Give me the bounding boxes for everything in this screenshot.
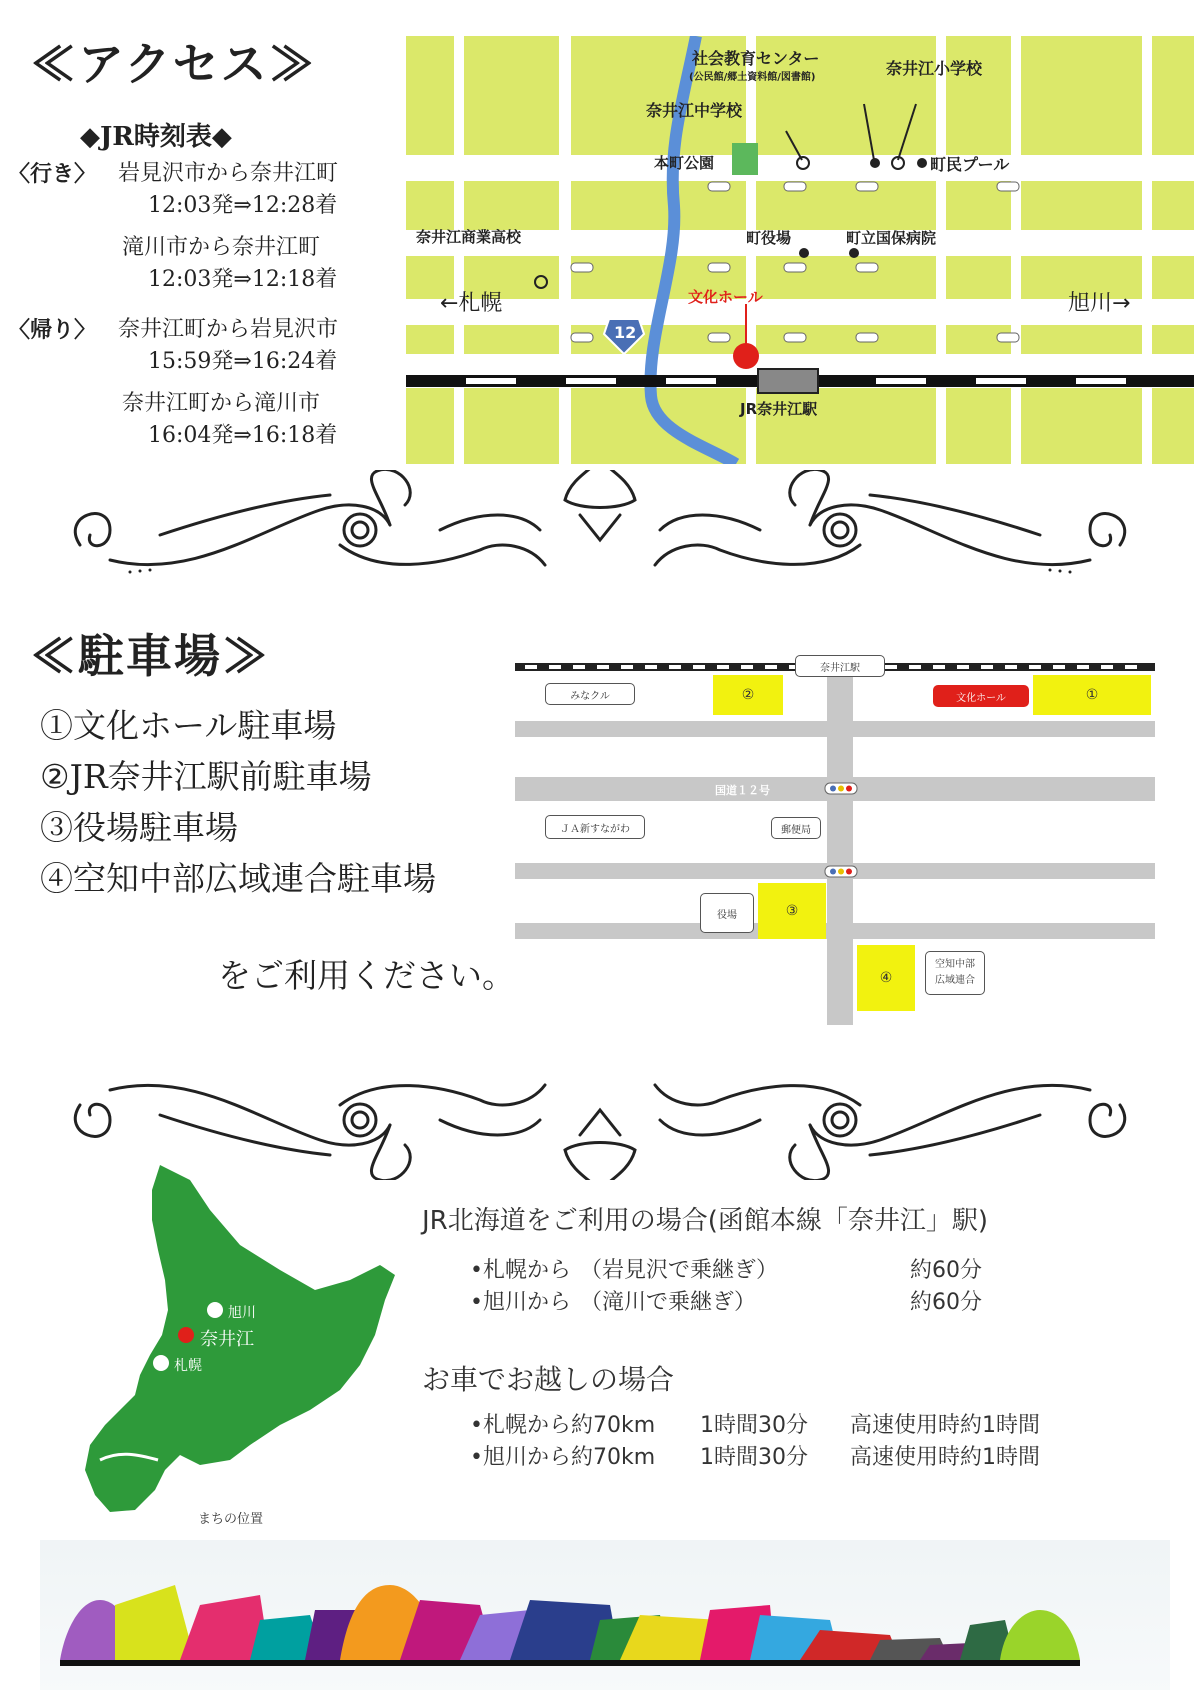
pmap-sorachi-line2: 広域連合	[935, 975, 975, 986]
pmap-culture-hall: 文化ホール	[933, 685, 1029, 707]
parking-map	[515, 655, 1155, 1025]
car-row-2-time: 1時間30分	[700, 1445, 808, 1470]
label-station: JR奈井江駅	[740, 400, 818, 418]
pmap-station: 奈井江駅	[795, 655, 885, 677]
return-route-2: 奈井江町から滝川市	[122, 391, 321, 416]
car-rows	[470, 1410, 1110, 1474]
car-row-1-from: •札幌から約70km	[470, 1413, 656, 1438]
pmap-sorachi-line1: 空知中部	[935, 959, 975, 970]
parking-spot-2: ②	[713, 675, 783, 715]
label-pool: 町民プール	[930, 155, 1010, 174]
pmap-post-office: 郵便局	[771, 817, 821, 839]
parking-item-4: ④空知中部広域連合駐車場	[40, 859, 436, 898]
train-row-2-via: （滝川で乗継ぎ）	[580, 1290, 757, 1315]
parking-item-3: ③役場駐車場	[40, 808, 238, 847]
parking-item-2: ②JR奈井江駅前駐車場	[40, 757, 372, 796]
parking-spot-3: ③	[758, 883, 826, 939]
ornament-divider-1	[60, 470, 1140, 600]
pmap-ja: ＪＡ新すながわ	[545, 815, 645, 839]
parking-spot-1: ①	[1033, 675, 1151, 715]
access-heading: ≪アクセス≫	[30, 37, 317, 91]
return-route-1: 奈井江町から岩見沢市	[118, 317, 339, 342]
outbound-time-1: 12:03発⇒12:28着	[148, 193, 338, 218]
parking-spot-4: ④	[857, 945, 915, 1011]
route-12-shield: 12	[614, 323, 637, 342]
pmap-minakuru: みなクル	[545, 683, 635, 705]
car-row-2-from: •旭川から約70km	[470, 1445, 656, 1470]
parking-list	[40, 700, 436, 904]
hk-label-naie: 奈井江	[200, 1329, 254, 1350]
car-title: お車でお越しの場合	[422, 1363, 675, 1396]
label-hospital: 町立国保病院	[846, 229, 937, 247]
timetable	[8, 158, 368, 452]
parking-heading: ≪駐車場≫	[30, 629, 270, 683]
train-row-2-from: •旭川から	[470, 1290, 571, 1315]
parking-closing: をご利用ください。	[218, 956, 515, 995]
train-row-1-time: 約60分	[910, 1258, 982, 1283]
area-map	[406, 36, 1194, 464]
label-elementary: 奈井江小学校	[886, 59, 983, 78]
label-junior-high: 奈井江中学校	[646, 101, 743, 120]
train-rows	[470, 1255, 1030, 1319]
outbound-route-1: 岩見沢市から奈井江町	[118, 161, 339, 186]
car-row-1	[470, 1410, 1110, 1442]
return-time-1: 15:59発⇒16:24着	[148, 349, 338, 374]
train-row-1-from: •札幌から	[470, 1258, 571, 1283]
car-row-2	[470, 1442, 1110, 1474]
hk-label-sapporo: 札幌	[174, 1358, 202, 1374]
pmap-sorachi	[925, 951, 985, 995]
train-row-1-via: （岩見沢で乗継ぎ）	[580, 1258, 779, 1283]
car-row-2-express: 高速使用時約1時間	[850, 1445, 1040, 1470]
train-row-1	[470, 1255, 1030, 1287]
label-social-center: 社会教育センター	[692, 49, 820, 68]
hk-label-asahikawa: 旭川	[228, 1305, 256, 1321]
hokkaido-map	[40, 1160, 420, 1520]
map-caption: まちの位置	[198, 1512, 264, 1527]
train-title: JR北海道をご利用の場合(函館本線「奈井江」駅)	[422, 1206, 989, 1236]
return-time-2: 16:04発⇒16:18着	[148, 423, 338, 448]
label-to-asahikawa: 旭川→	[1068, 291, 1131, 316]
return-label: 〈帰り〉	[8, 317, 97, 343]
label-park: 本町公園	[654, 154, 715, 172]
label-culture-hall: 文化ホール	[688, 288, 763, 306]
outbound-label: 〈行き〉	[8, 161, 97, 187]
car-row-1-time: 1時間30分	[700, 1413, 808, 1438]
jr-timetable-title: ◆JR時刻表◆	[80, 122, 232, 152]
label-town-office: 町役場	[746, 229, 792, 247]
label-social-center-sub: (公民館/郷土資料館/図書館)	[689, 72, 816, 83]
outbound-route-2: 滝川市から奈井江町	[122, 235, 321, 260]
train-row-2-time: 約60分	[910, 1290, 982, 1315]
pmap-town-office: 役場	[700, 893, 754, 933]
car-row-1-express: 高速使用時約1時間	[850, 1413, 1040, 1438]
parking-item-1: ①文化ホール駐車場	[40, 706, 337, 745]
outbound-time-2: 12:03発⇒12:18着	[148, 267, 338, 292]
train-row-2	[470, 1287, 1030, 1319]
label-to-sapporo: ←札幌	[440, 291, 503, 316]
pmap-route-12: 国道１２号	[715, 784, 770, 797]
colorful-mountains	[60, 1560, 1160, 1680]
label-high-school: 奈井江商業高校	[416, 228, 522, 246]
